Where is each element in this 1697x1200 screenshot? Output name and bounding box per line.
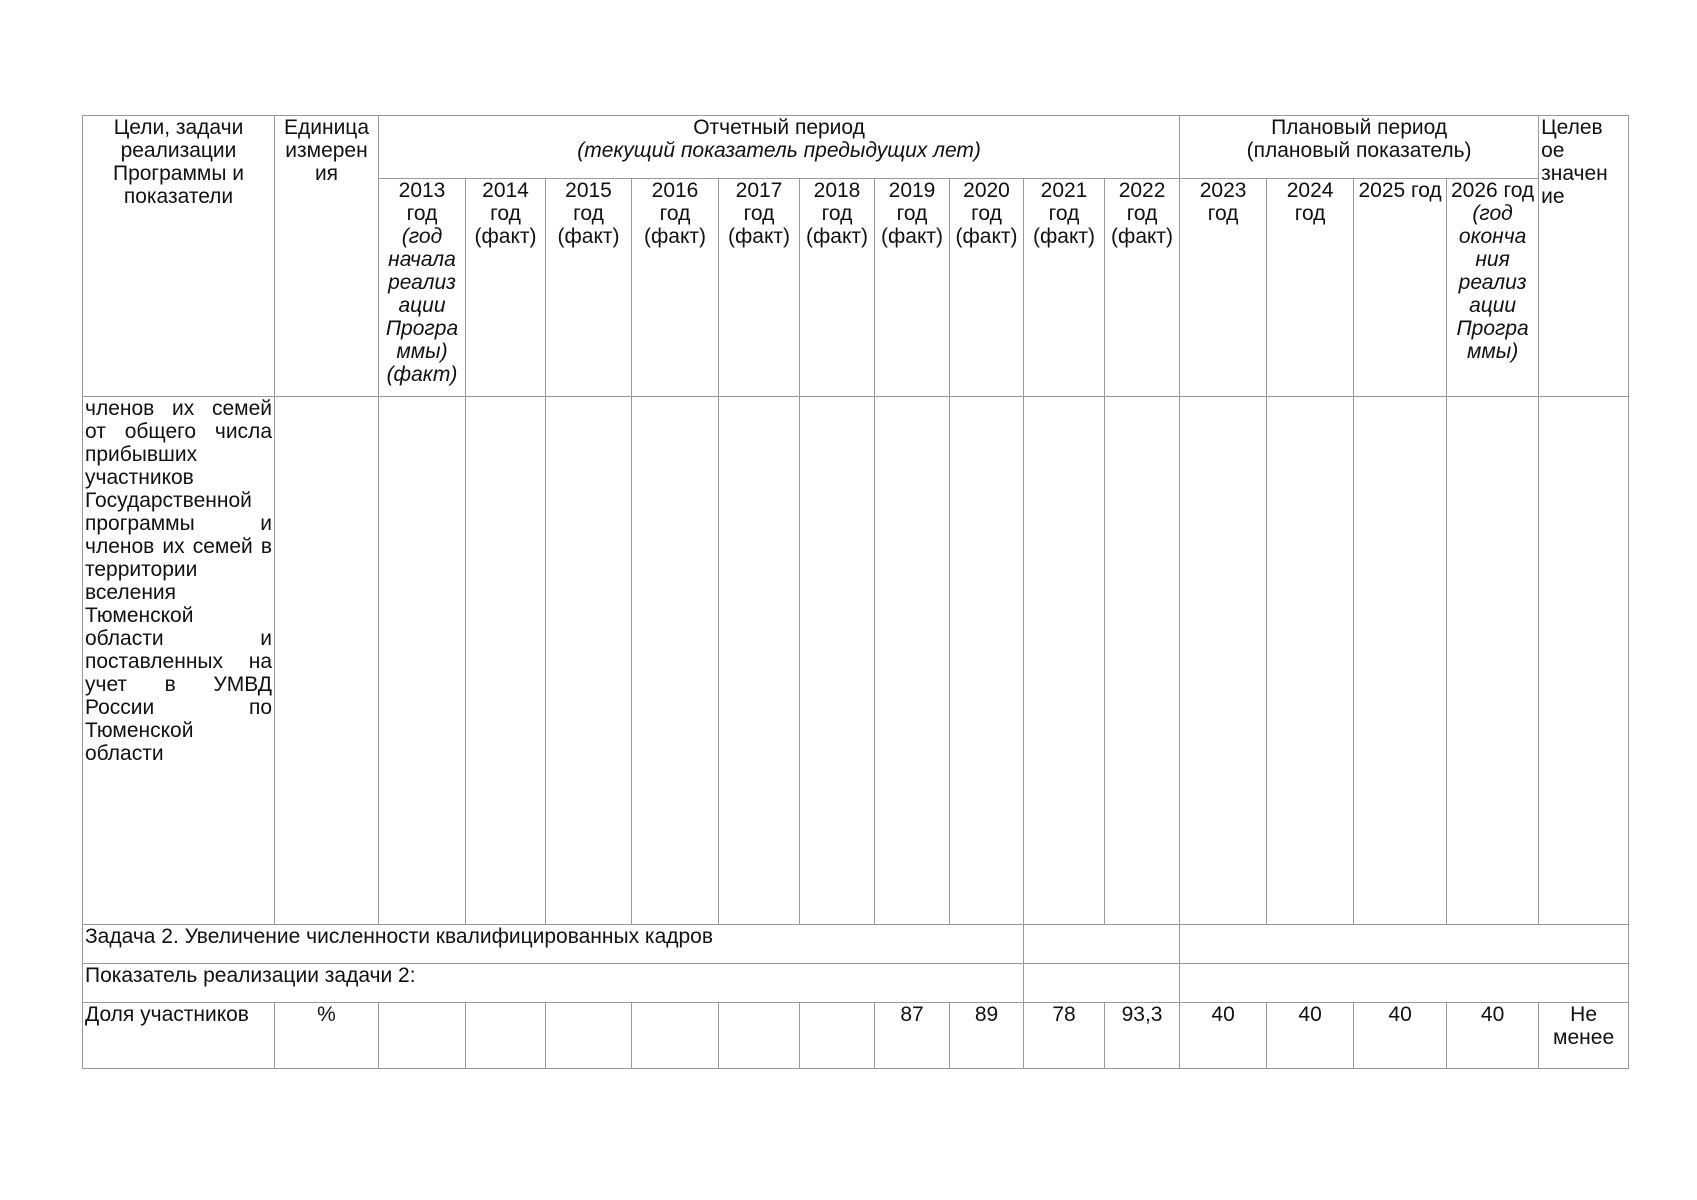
value-2023: 40 [1180,1003,1267,1069]
empty-cell [1267,397,1354,925]
empty-cell [546,397,632,925]
value-2014 [466,1003,546,1069]
year-2017-header: 2017 год (факт) [719,179,800,397]
empty-cell [1024,964,1180,1003]
empty-cell [1024,925,1180,964]
year-2016-header: 2016 год (факт) [632,179,719,397]
indicator-label: Доля участников [83,1003,275,1069]
empty-cell [1180,964,1629,1003]
year-2014-header: 2014 год (факт) [466,179,546,397]
value-2026: 40 [1447,1003,1539,1069]
year-2020-header: 2020 год (факт) [950,179,1024,397]
value-2025: 40 [1354,1003,1447,1069]
reporting-period-subtitle: (текущий показатель предыдущих лет) [577,139,981,162]
empty-cell [1180,925,1629,964]
planned-period-subtitle: (плановый показатель) [1246,139,1472,162]
empty-cell [1105,397,1180,925]
year-2018-header: 2018 год (факт) [800,179,875,397]
value-2024: 40 [1267,1003,1354,1069]
value-2013 [379,1003,466,1069]
empty-cell [1447,397,1539,925]
indicator-unit: % [275,1003,379,1069]
empty-cell [800,397,875,925]
value-2022: 93,3 [1105,1003,1180,1069]
year-2019-header: 2019 год (факт) [875,179,950,397]
year-2024-header: 2024 год [1267,179,1354,397]
empty-cell [1180,397,1267,925]
empty-cell [950,397,1024,925]
year-2026-header: 2026 год (год оконча ния реализ ации Програ ммы) [1447,179,1539,397]
goals-header: Цели, задачи реализации Программы и показатели [83,116,275,397]
reporting-period-title: Отчетный период [693,116,865,139]
target-header: Целев ое значен ие [1539,116,1629,397]
target-value: Не менее [1539,1003,1629,1069]
empty-cell [1539,397,1629,925]
value-2019: 87 [875,1003,950,1069]
value-2018 [800,1003,875,1069]
empty-cell [466,397,546,925]
value-2016 [632,1003,719,1069]
year-2025-header: 2025 год [1354,179,1447,397]
year-2023-header: 2023 год [1180,179,1267,397]
indicator-description-continued: членов их семей от общего числа прибывших участников Государственной программы и членов их семей в территории вселения Тюменской области и поставленных на учет в УМВД России по Тюменской области [83,397,275,925]
empty-cell [1354,397,1447,925]
value-2020: 89 [950,1003,1024,1069]
value-2015 [546,1003,632,1069]
empty-cell [379,397,466,925]
reporting-period-header [379,116,1180,179]
empty-cell [875,397,950,925]
indicators-table [82,115,1629,1069]
value-2017 [719,1003,800,1069]
year-2022-header: 2022 год (факт) [1105,179,1180,397]
planned-period-title: Плановый период [1271,116,1448,139]
task-2-indicator-label: Показатель реализации задачи 2: [83,964,1024,1003]
unit-header: Единица измерен ия [275,116,379,397]
empty-cell [275,397,379,925]
empty-cell [1024,397,1105,925]
planned-period-header [1180,116,1539,179]
empty-cell [719,397,800,925]
value-2021: 78 [1024,1003,1105,1069]
task-2-title: Задача 2. Увеличение численности квалифицированных кадров [83,925,1024,964]
empty-cell [632,397,719,925]
year-2013-header: 2013 год (год начала реализ ации Програ ммы) (факт) [379,179,466,397]
year-2021-header: 2021 год (факт) [1024,179,1105,397]
year-2015-header: 2015 год (факт) [546,179,632,397]
